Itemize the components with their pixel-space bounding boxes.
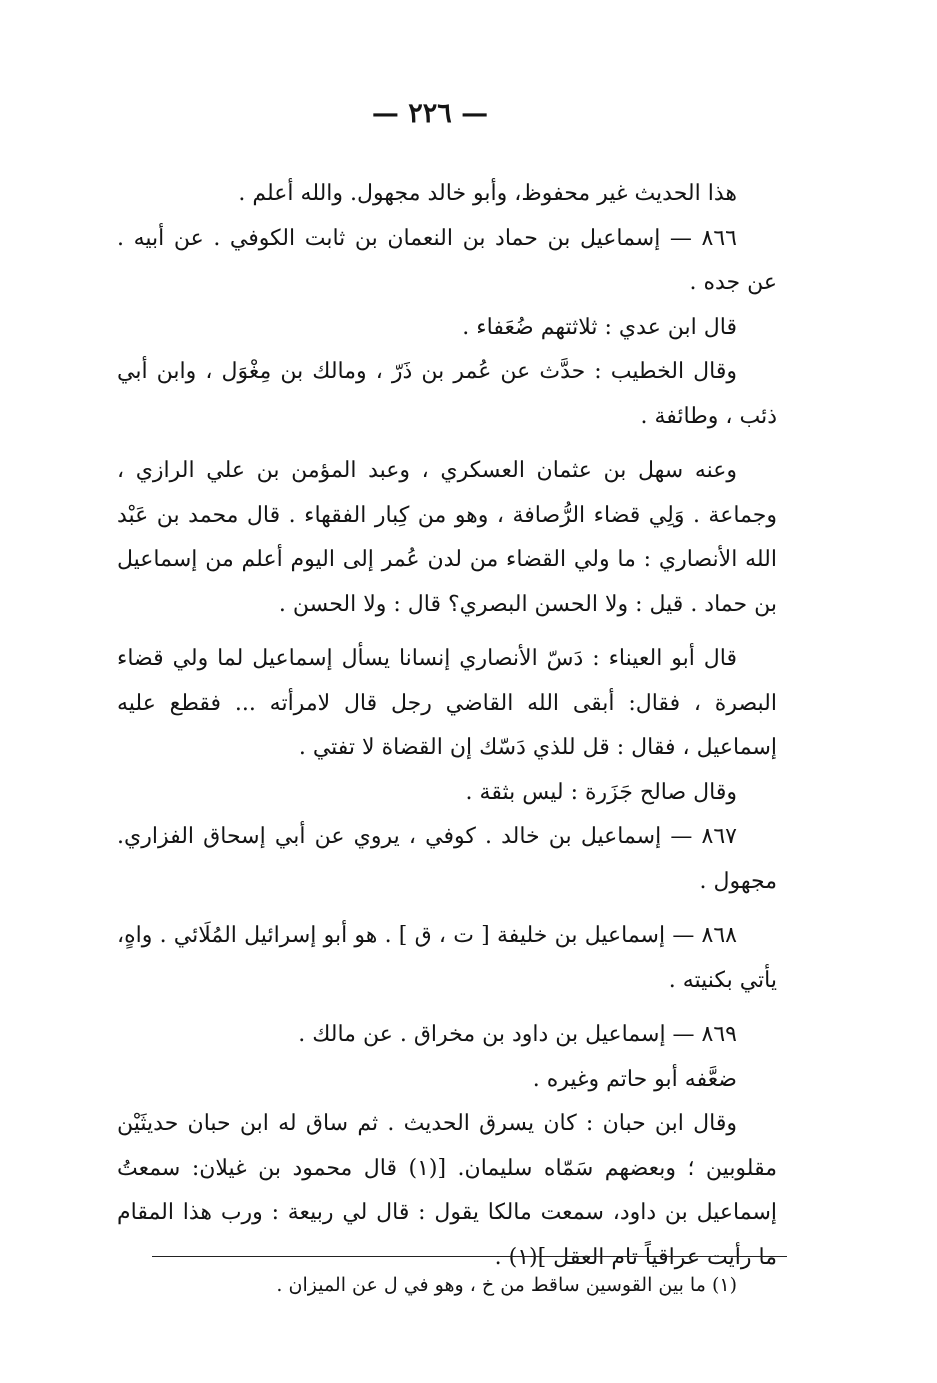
entry-868-heading: ٨٦٨ — إسماعيل بن خليفة [ ت ، ق ] . هو أبو إسرائيل المُلَائي . واهٍ، يأتي بكنيته . (117, 923, 777, 993)
footnote: (١) ما بين القوسين ساقط من خ ، وهو في ل عن الميزان . (276, 1274, 737, 1296)
footnote-divider (152, 1256, 787, 1257)
paragraph-narrators: وعنه سهل بن عثمان العسكري ، وعبد المؤمن بن علي الرازي ، وجماعة . وَلِي قضاء الرُّصافة ، وهو من كِبار الفقهاء . قال محمد بن عَبْد الله الأنصاري : ما ولي القضاء من لدن عُمر إلى اليوم أعلم من إسماعيل بن حماد . قيل : ولا الحسن البصري؟ قال : ولا الحسن . (117, 458, 777, 617)
entry-867-heading: ٨٦٧ — إسماعيل بن خالد . كوفي ، يروي عن أبي إسحاق الفزاري. مجهول . (117, 824, 777, 894)
paragraph-salih-jazara: وقال صالح جَزَرة : ليس بثقة . (465, 779, 737, 805)
paragraph-ibn-hibban: وقال ابن حبان : كان يسرق الحديث . ثم ساق له ابن حبان حديثَيْن مقلوبين ؛ وبعضهم سَمّاه سليمان. [(١) قال محمود بن غيلان: سمعتُ إسماعيل بن داود، سمعت مالكا يقول : قال لي ربيعة : ورب هذا المقام ما رأيت عراقياً تام العقل ](١) . (117, 1111, 777, 1270)
paragraph-abu-al-ayna: قال أبو العيناء : دَسّ الأنصاري إنسانا يسأل إسماعيل لما ولي قضاء البصرة ، فقال: أبقى الله القاضي رجل قال لامرأته ... فقطع عليه إسماعيل ، فقال : قل للذي دَسّك إن القضاة لا تفتي . (117, 646, 777, 760)
entry-869-heading: ٨٦٩ — إسماعيل بن داود بن مخراق . عن مالك . (298, 1022, 737, 1047)
entry-866-heading: ٨٦٦ — إسماعيل بن حماد بن النعمان بن ثابت الكوفي . عن أبيه . عن جده . (117, 225, 777, 295)
paragraph-khatib: وقال الخطيب : حدَّث عن عُمر بن ذَرّ ، ومالك بن مِغْوَل ، وابن أبي ذئب ، وطائفة . (117, 359, 777, 429)
paragraph-abu-hatim: ضعَّفه أبو حاتم وغيره . (532, 1066, 737, 1092)
main-text (117, 172, 777, 1280)
paragraph-ibn-adi: قال ابن عدي : ثلاثتهم ضُعَفاء . (462, 314, 737, 340)
page-number: — ٢٢٦ — (371, 98, 489, 129)
paragraph-closing-remark: هذا الحديث غير محفوظ، وأبو خالد مجهول. والله أعلم . (238, 181, 737, 206)
